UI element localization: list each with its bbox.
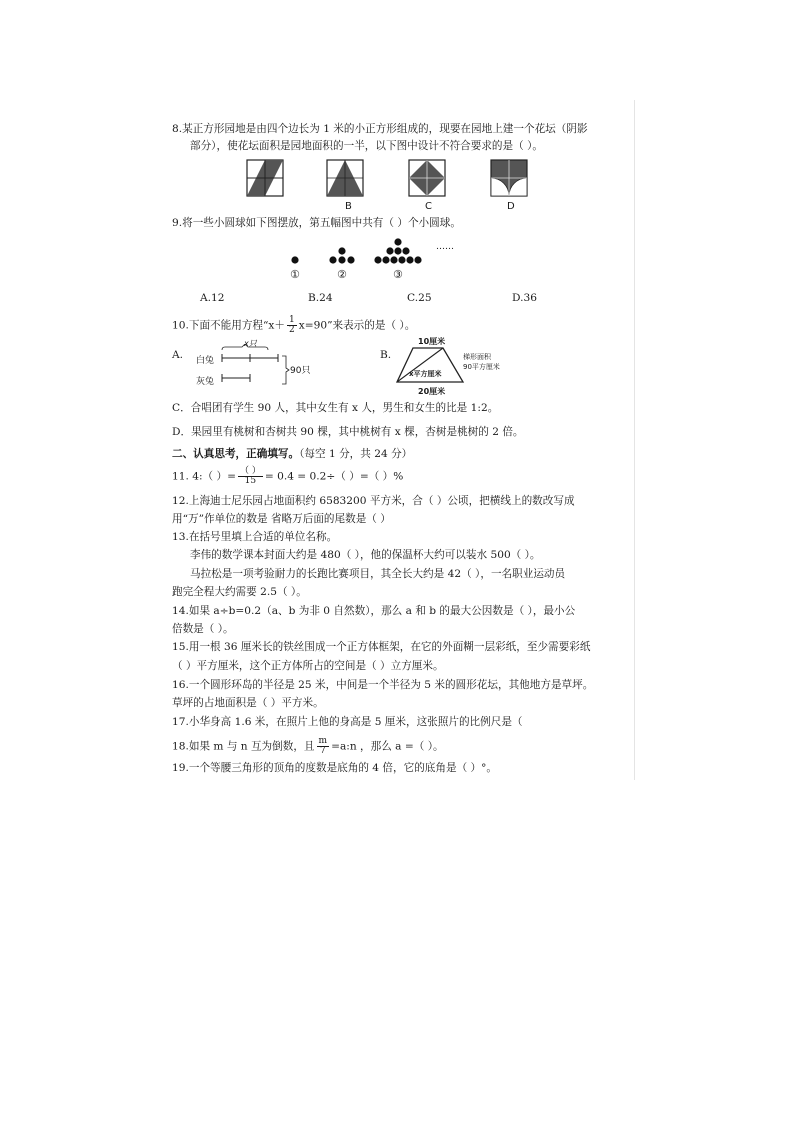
q10-text — [172, 316, 415, 335]
q10-opt-b-inner: x平方厘米 — [409, 370, 442, 378]
q14-line2: 倍数是（ ）。 — [172, 623, 234, 635]
q13-line3: 跑完全程大约需要 2.5（ ）。 — [172, 586, 307, 598]
q13-line1: 李伟的数学课本封面大约是 480（ ），他的保温杯大约可以装水 500（ ）。 — [190, 549, 541, 561]
q9-fig-label-3: ③ — [393, 268, 403, 281]
q10-opt-a-top: x只 — [244, 339, 257, 348]
section2-heading — [172, 447, 412, 461]
q10-text-pre: 10.下面不能用方程“x＋ — [172, 319, 285, 332]
q18-pre: 18.如果 m 与 n 互为倒数，且 — [172, 740, 315, 753]
q8-figure-c — [409, 160, 445, 196]
q8-label-b: B — [345, 201, 352, 212]
q16-line1: 16.一个圆形环岛的半径是 25 米，中间是一个半径为 5 米的圆形花坛，其他地方是草坪。 — [172, 679, 594, 691]
q9-option-b: B.24 — [308, 292, 333, 304]
q9-text: 9.将一些小圆球如下图摆放，第五幅图中共有（ ）个小圆球。 — [172, 217, 461, 229]
q10-opt-a-row2: 灰兔 — [196, 377, 215, 387]
q10-opt-d: D．果园里有桃树和杏树共 90 棵，其中桃树有 x 棵，杏树是桃树的 2 倍。 — [172, 426, 524, 438]
q9-fig-label-2: ② — [337, 268, 347, 281]
q18-post: =a:n ，那么 a =（ ）。 — [331, 740, 444, 753]
q10-opt-b-label: B. — [380, 349, 392, 361]
q10-opt-b-bottom: 20厘米 — [418, 387, 446, 396]
q10-opt-b-note1: 梯形面积 — [463, 353, 491, 361]
section2-title: 二、认真思考，正确填写。 — [172, 448, 300, 460]
q10-fraction: $\frac{1}{2}$ — [289, 315, 295, 335]
q15-line2: （ ）平方厘米，这个正方体所占的空间是（ ）立方厘米。 — [172, 660, 444, 672]
q8-line1: 8.某正方形园地是由四个边长为 1 米的小正方形组成的，现要在园地上建一个花坛（阴影 — [172, 123, 588, 135]
q10-text-post: x=90”来表示的是（ ）。 — [298, 319, 416, 332]
q10-opt-b-note2: 90平方厘米 — [463, 363, 500, 371]
q8-figure-a — [247, 160, 283, 196]
q18-fraction: $\frac{m}{7}$ — [318, 736, 328, 756]
q13-line2: 马拉松是一项考验耐力的长跑比赛项目，其全长大约是 42（ ），一名职业运动员 — [190, 568, 566, 580]
q8-label-d: D — [507, 201, 515, 212]
q16-line2: 草坪的占地面积是（ ）平方米。 — [172, 697, 324, 709]
q8-figures — [246, 158, 546, 200]
q11-fraction: $\frac{( )}{15}$ — [239, 466, 261, 486]
q9-ellipsis: …… — [436, 242, 454, 252]
q18-text — [172, 737, 444, 756]
q17-text: 17.小华身高 1.6 米，在照片上他的身高是 5 厘米，这张照片的比例尺是（ — [172, 716, 523, 728]
q9-option-c: C.25 — [407, 292, 432, 304]
q11-text — [172, 467, 403, 486]
q10-opt-c: C．合唱团有学生 90 人，其中女生有 x 人，男生和女生的比是 1:2。 — [172, 402, 499, 414]
q9-option-a: A.12 — [200, 292, 225, 304]
q10-opt-a-total: 90只 — [290, 366, 311, 376]
q10-opt-a-row1: 白兔 — [196, 356, 215, 366]
q8-figure-b — [327, 160, 363, 196]
q9-fig-label-1: ① — [290, 268, 300, 281]
q19-text: 19.一个等腰三角形的顶角的度数是底角的 4 倍，它的底角是（ ）°。 — [172, 762, 498, 774]
q12-line1: 12.上海迪士尼乐园占地面积约 6583200 平方米，合（ ）公顷，把横线上的数改写成 — [172, 495, 575, 507]
q12-line2: 用“万”作单位的数是 省略万后面的尾数是（ ） — [172, 513, 391, 525]
q15-line1: 15.用一根 36 厘米长的铁丝围成一个正方体框架，在它的外面糊一层彩纸，至少需要彩纸 — [172, 641, 591, 653]
q9-option-d: D.36 — [512, 292, 537, 304]
q9-figure-3 — [374, 238, 421, 263]
q10-opt-b-top: 10厘米 — [418, 337, 446, 346]
q13-title: 13.在括号里填上合适的单位名称。 — [172, 531, 338, 543]
q9-figure-1 — [291, 256, 298, 263]
q8-figure-d — [491, 160, 527, 196]
q8-label-c: C — [425, 201, 432, 212]
q11-pre: 11. 4:（ ）= — [172, 470, 236, 483]
q14-line1: 14.如果 a÷b=0.2（a、b 为非 0 自然数），那么 a 和 b 的最大公因数是（ ），最小公 — [172, 605, 576, 617]
section2-note: （每空 1 分，共 24 分） — [299, 448, 413, 460]
q9-dot-figures — [285, 234, 435, 272]
q9-figure-2 — [329, 247, 354, 263]
q11-post: = 0.4 = 0.2÷（ ）=（ ）% — [264, 470, 404, 483]
scan-edge — [634, 100, 635, 780]
q10-opt-a-label: A. — [172, 349, 184, 361]
q8-line2: 部分），使花坛面积是园地面积的一半，以下图中设计不符合要求的是（ ）。 — [190, 140, 543, 152]
